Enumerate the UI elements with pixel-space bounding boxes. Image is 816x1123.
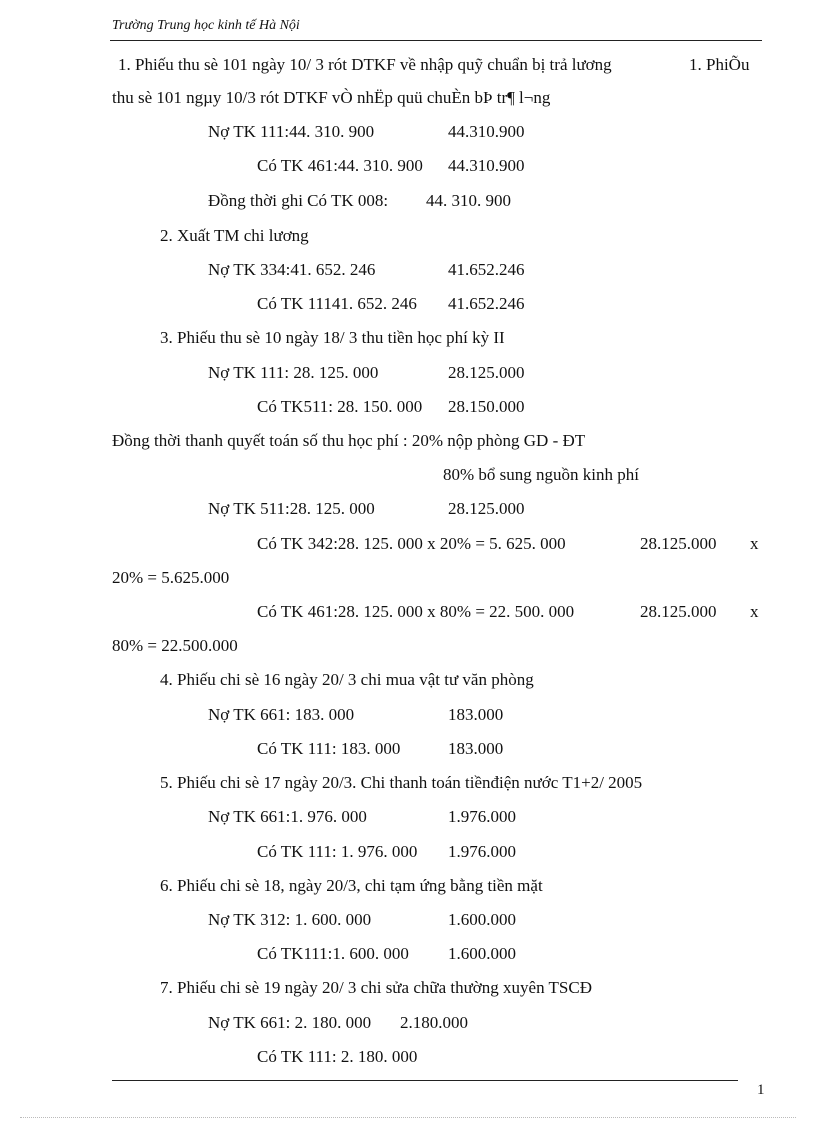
text-line: Nợ TK 511:28. 125. 000 (208, 499, 375, 518)
footer-rule (112, 1080, 738, 1081)
text-line: Nợ TK 661:1. 976. 000 (208, 807, 367, 826)
page-number: 1 (757, 1082, 765, 1098)
amount: 28.125.000 (448, 499, 525, 518)
text-line: 1. Phiếu thu sè 101 ngày 10/ 3 rót DTKF về nhập quỹ chuẩn bị trả lương (118, 55, 612, 74)
text-line: Nợ TK 661: 183. 000 (208, 705, 355, 724)
amount: 1.600.000 (448, 944, 516, 963)
text-line: Có TK111:1. 600. 000 (257, 944, 409, 963)
amount: 1.976.000 (448, 807, 516, 826)
amount: 44.310.900 (448, 122, 525, 141)
text-line: Nợ TK 111:44. 310. 900 (208, 122, 375, 141)
text-line: Nợ TK 312: 1. 600. 000 (208, 910, 372, 929)
text-line: Đồng thời thanh quyết toán số thu học phí : 20% nộp phòng GD - ĐT (112, 431, 586, 450)
text-line: 20% = 5.625.000 (112, 568, 230, 587)
text-line: Có TK511: 28. 150. 000 (257, 397, 423, 416)
text-line: 6. Phiếu chi sè 18, ngày 20/3, chi tạm ứng bằng tiền mặt (160, 876, 543, 895)
text-line: Nợ TK 334:41. 652. 246 (208, 260, 376, 279)
text-line: Có TK 342:28. 125. 000 x 20% = 5. 625. 000 (257, 534, 566, 553)
amount: 28.125.000 (448, 363, 525, 382)
amount: 28.125.000 (640, 602, 717, 621)
text-line: Đồng thời ghi Có TK 008: (208, 191, 389, 210)
text-line: Có TK 111: 1. 976. 000 (257, 842, 418, 861)
text-line: 2. Xuất TM chi lương (160, 226, 309, 245)
amount: 41.652.246 (448, 260, 525, 279)
text-line: 7. Phiếu chi sè 19 ngày 20/ 3 chi sửa chữa thường xuyên TSCĐ (160, 978, 592, 997)
amount: 44.310.900 (448, 156, 525, 175)
text-line: Nợ TK 661: 2. 180. 000 (208, 1013, 372, 1032)
page-edge (20, 1117, 796, 1118)
amount: 1.600.000 (448, 910, 516, 929)
text-line: x (750, 602, 759, 621)
running-header: Trường Trung học kinh tế Hà Nội (112, 18, 300, 33)
text-line: Có TK 11141. 652. 246 (257, 294, 417, 313)
text-line: x (750, 534, 759, 553)
text-line: Có TK 461:28. 125. 000 x 80% = 22. 500. 000 (257, 602, 575, 621)
amount: 183.000 (448, 739, 504, 758)
text-line: thu sè 101 ngµy 10/3 rót DTKF vÒ nhËp quü chuÈn bÞ tr¶ l¬ng (112, 88, 551, 107)
amount: 41.652.246 (448, 294, 525, 313)
header-rule (110, 40, 762, 41)
text-line: Có TK 461:44. 310. 900 (257, 156, 423, 175)
text-line: 1. PhiÕu (689, 55, 750, 74)
amount: 2.180.000 (400, 1013, 468, 1032)
text-line: 4. Phiếu chi sè 16 ngày 20/ 3 chi mua vật tư văn phòng (160, 670, 534, 689)
amount: 44. 310. 900 (426, 191, 511, 210)
text-line: 80% = 22.500.000 (112, 636, 238, 655)
amount: 183.000 (448, 705, 504, 724)
text-line: 5. Phiếu chi sè 17 ngày 20/3. Chi thanh toán tiềnđiện nước T1+2/ 2005 (160, 773, 643, 792)
text-line: Có TK 111: 2. 180. 000 (257, 1047, 418, 1066)
text-line: Nợ TK 111: 28. 125. 000 (208, 363, 379, 382)
text-line: 80% bổ sung nguồn kinh phí (443, 465, 639, 484)
amount: 1.976.000 (448, 842, 516, 861)
amount: 28.150.000 (448, 397, 525, 416)
text-line: 3. Phiếu thu sè 10 ngày 18/ 3 thu tiền học phí kỳ II (160, 328, 505, 347)
text-line: Có TK 111: 183. 000 (257, 739, 401, 758)
amount: 28.125.000 (640, 534, 717, 553)
